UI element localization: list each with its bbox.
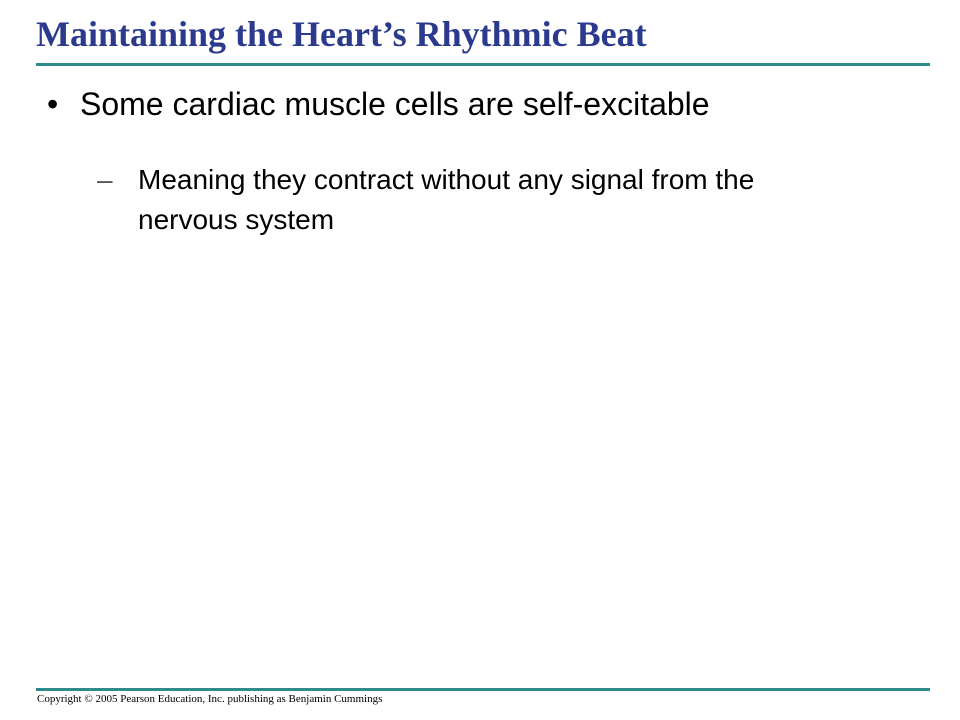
- copyright-footer: Copyright © 2005 Pearson Education, Inc. publishing as Benjamin Cummings: [37, 693, 383, 705]
- sub-bullet-item: [97, 160, 838, 240]
- slide-title: Maintaining the Heart’s Rhythmic Beat: [36, 14, 647, 54]
- sub-bullet-text: Meaning they contract without any signal from the nervous system: [138, 164, 755, 235]
- title-underline: [36, 63, 930, 66]
- bullet-item: [47, 82, 710, 126]
- footer-rule: [36, 688, 930, 691]
- bullet-text: Some cardiac muscle cells are self-excitable: [80, 86, 710, 122]
- sub-bullet-marker: –: [97, 164, 113, 195]
- bullet-marker: •: [47, 86, 59, 122]
